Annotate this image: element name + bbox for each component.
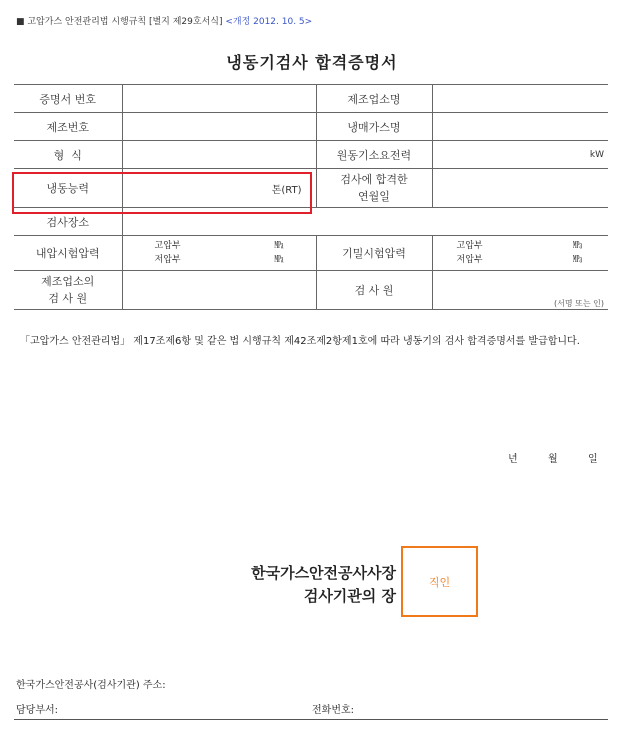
table-row: [14, 85, 608, 113]
serial-number-label: 제조번호: [14, 113, 122, 141]
certificate-number-field[interactable]: [122, 85, 316, 113]
pass-date-label-line1: 검사에 합격한: [340, 173, 408, 186]
certificate-statement: 「고압가스 안전관리법」 제17조제6항 및 같은 법 시행규칙 제42조제2항제1호에 따라 냉동기의 검사 합격증명서를 발급합니다.: [20, 336, 580, 347]
pressure-low-row: [127, 253, 312, 267]
phone-label: 전화번호:: [312, 705, 355, 716]
rt-unit: 톤(RT): [271, 184, 302, 196]
manufacturer-inspector-field[interactable]: [122, 271, 316, 310]
table-row: [14, 113, 608, 141]
manufacturer-inspector-line1: 제조업소의: [41, 275, 95, 288]
date-month: 월: [548, 454, 558, 465]
table-row: [14, 271, 608, 310]
capacity-highlight-box: [12, 172, 312, 214]
form-header: [16, 14, 312, 27]
motor-power-label: 원동기소요전력: [316, 141, 432, 169]
inspector-label: 검 사 원: [316, 271, 432, 310]
official-seal-box: [401, 546, 478, 617]
inspector-sign-field[interactable]: [432, 271, 608, 310]
date-day: 일: [588, 454, 598, 465]
pressure-test-label: 내압시험압력: [14, 236, 122, 271]
airtight-low-label: 저압부: [456, 255, 483, 265]
manufacturer-inspector-line2: 검 사 원: [48, 292, 88, 305]
airtight-high-unit: ㎫: [572, 241, 582, 251]
model-type-label: 형 식: [14, 141, 122, 169]
table-row: [14, 236, 608, 271]
pressure-high-row: [127, 239, 312, 253]
header-prefix: ■ 고압가스 안전관리법 시행규칙 [별지 제29호서식]: [16, 17, 226, 27]
sign-note: (서명 또는 인): [554, 299, 604, 308]
pressure-low-unit: ㎫: [274, 255, 284, 265]
certificate-number-label: 증명서 번호: [14, 85, 122, 113]
pass-date-label: [316, 169, 432, 208]
issuer-title: 검사기관의 장: [303, 587, 396, 605]
date-year: 년: [508, 454, 518, 465]
airtight-high-label: 고압부: [456, 241, 483, 251]
refrigerant-gas-label: 냉매가스명: [316, 113, 432, 141]
manufacturer-inspector-label: [14, 271, 122, 310]
manufacturer-name-label: 제조업소명: [316, 85, 432, 113]
document-title: 냉동기검사 합격증명서: [226, 53, 398, 72]
refrigeration-capacity-label: 냉동능력: [14, 169, 122, 208]
address-label: 한국가스안전공사(검사기관) 주소:: [16, 680, 166, 691]
table-row: [14, 141, 608, 169]
kw-unit: kW: [589, 149, 604, 160]
department-label: 담당부서:: [16, 705, 59, 716]
pressure-high-unit: ㎫: [274, 241, 284, 251]
seal-label: 직인: [428, 575, 451, 589]
airtight-test-label: 기밀시험압력: [316, 236, 432, 271]
pass-date-field[interactable]: [432, 169, 608, 208]
revision-date: <개정 2012. 10. 5>: [225, 17, 313, 27]
airtight-high-row: [437, 239, 605, 253]
airtight-test-field[interactable]: [432, 236, 608, 271]
inspection-place-label: 검사장소: [14, 208, 122, 236]
manufacturer-name-field[interactable]: [432, 85, 608, 113]
model-type-field[interactable]: [122, 141, 316, 169]
pass-date-label-line2: 연월일: [358, 190, 390, 203]
issuer-name: 한국가스안전공사사장: [251, 564, 396, 582]
serial-number-field[interactable]: [122, 113, 316, 141]
motor-power-field[interactable]: [432, 141, 608, 169]
pressure-high-label: 고압부: [154, 241, 181, 251]
airtight-low-unit: ㎫: [572, 255, 582, 265]
pressure-test-field[interactable]: [122, 236, 316, 271]
refrigerant-gas-field[interactable]: [432, 113, 608, 141]
airtight-low-row: [437, 253, 605, 267]
pressure-low-label: 저압부: [154, 255, 181, 265]
